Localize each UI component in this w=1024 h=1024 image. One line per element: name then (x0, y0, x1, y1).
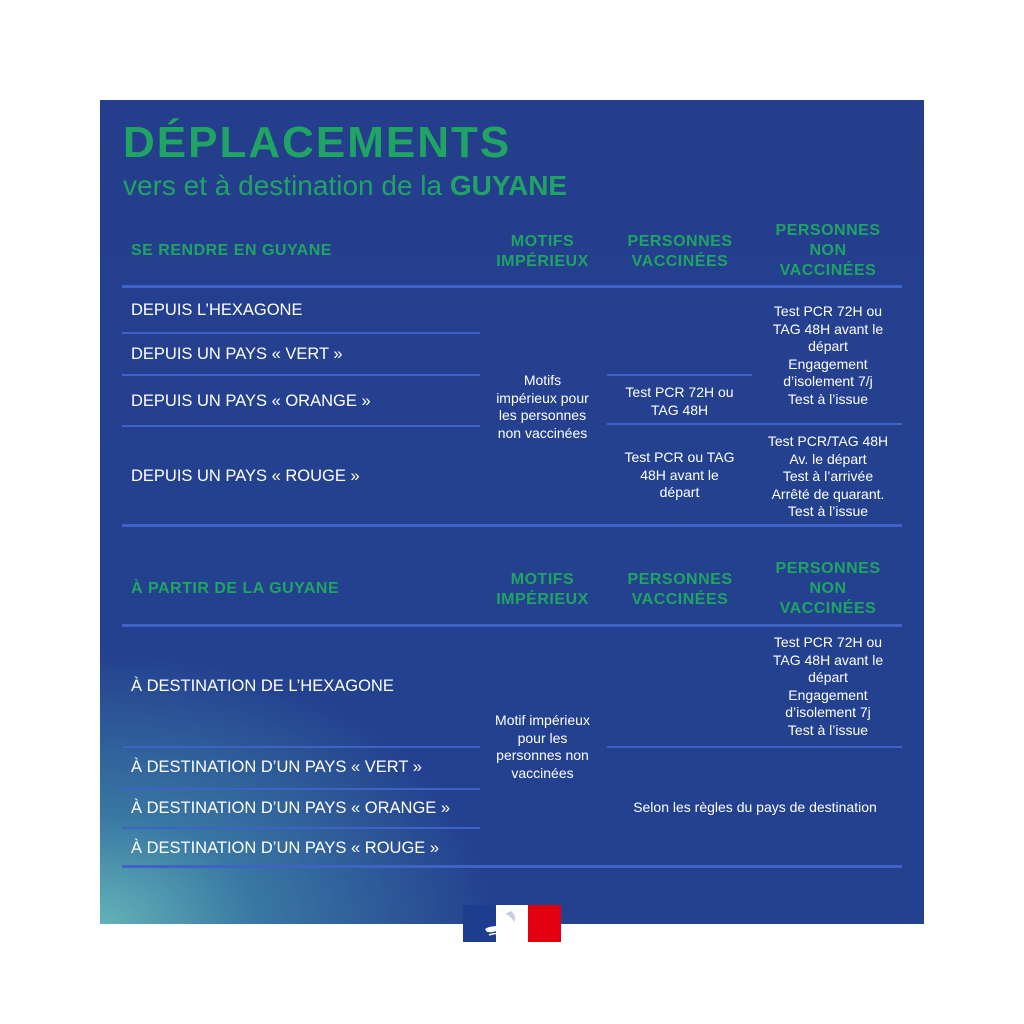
column-header-vaccinees (605, 570, 755, 610)
header-divider (122, 285, 902, 288)
page-title: DÉPLACEMENTS (123, 118, 512, 167)
subtitle-prefix: vers et à destination de la (123, 170, 450, 201)
column-header-line: PERSONNES (775, 560, 881, 577)
section-header-se-rendre: SE RENDRE EN GUYANE (131, 242, 332, 259)
cell-line: départ (808, 669, 848, 685)
subtitle-bold: GUYANE (449, 170, 568, 201)
column-header-line: VACCINÉES (631, 591, 729, 608)
row-divider (122, 746, 480, 748)
cell-line: Test à l’issue (787, 390, 869, 407)
non-vaccinees-cell-rouge (755, 433, 901, 521)
cell-line: 48H avant le (640, 466, 719, 483)
row-divider (122, 827, 480, 829)
column-header-line: PERSONNES (627, 571, 733, 588)
motifs-cell (480, 372, 605, 442)
cell-line: impérieux pour (496, 389, 589, 406)
row-label-orange: DEPUIS UN PAYS « ORANGE » (131, 392, 371, 410)
cell-line: Motif impérieux (495, 712, 590, 728)
column-header-line: IMPÉRIEUX (496, 591, 589, 608)
cell-line: Test à l’issue (787, 721, 869, 738)
cell-line: TAG 48H avant le (772, 320, 884, 337)
cell-line: Test PCR/TAG 48H (767, 433, 889, 449)
marianne-flag-logo (463, 905, 561, 942)
cell-line: TAG 48H (650, 401, 709, 418)
cell-line: Test PCR 72H ou (773, 303, 883, 319)
vaccinees-cell-rouge (607, 449, 752, 502)
column-header-line: MOTIFS (510, 233, 575, 250)
cell-line: pour les (517, 729, 568, 746)
column-header-vaccinees (605, 232, 755, 272)
non-vaccinees-cell-top (755, 303, 901, 408)
column-header-non-vaccinees (755, 221, 901, 281)
cell-line: Engagement (788, 355, 868, 372)
cell-line: TAG 48H avant le (772, 651, 884, 668)
row-divider (607, 746, 902, 748)
cell-line: Test PCR 72H ou (773, 634, 883, 650)
cell-line: Arrêté de quarant. (771, 485, 885, 502)
cell-line: Test PCR 72H ou (625, 384, 734, 400)
cell-line: non vaccinées (497, 424, 588, 441)
row-divider (122, 332, 480, 334)
cell-line: Test PCR ou TAG (624, 449, 735, 465)
cell-line: Motifs (523, 372, 562, 388)
column-header-line: PERSONNES (627, 233, 733, 250)
column-header-line: VACCINÉES (779, 262, 877, 279)
row-divider (607, 374, 752, 376)
motifs-cell (480, 712, 605, 782)
column-header-non-vaccinees (755, 559, 901, 619)
column-header-line: VACCINÉES (631, 253, 729, 270)
cell-line: Engagement (788, 686, 868, 703)
cell-line: d’isolement 7j (785, 704, 871, 720)
cell-line: personnes non (496, 747, 589, 763)
row-label-rouge: DEPUIS UN PAYS « ROUGE » (131, 467, 360, 485)
row-label-dest-vert: À DESTINATION D’UN PAYS « VERT » (131, 758, 422, 776)
infographic-panel (100, 100, 924, 924)
row-label-dest-orange: À DESTINATION D’UN PAYS « ORANGE » (131, 799, 451, 817)
row-label-hexagone: DEPUIS L’HEXAGONE (131, 301, 303, 319)
cell-line: vaccinées (511, 764, 574, 781)
section-divider (122, 524, 902, 527)
section-header-a-partir: À PARTIR DE LA GUYANE (131, 580, 340, 597)
row-label-dest-hexagone: À DESTINATION DE L’HEXAGONE (131, 677, 394, 695)
pays-destination-cell: Selon les règles du pays de destination (633, 799, 877, 815)
cell-line: d’isolement 7/j (783, 373, 873, 389)
page-subtitle (123, 170, 567, 202)
row-divider (122, 374, 480, 376)
row-label-vert: DEPUIS UN PAYS « VERT » (131, 345, 343, 363)
row-label-dest-rouge: À DESTINATION D’UN PAYS « ROUGE » (131, 839, 440, 857)
row-divider (122, 425, 480, 427)
column-header-line: VACCINÉES (779, 600, 877, 617)
column-header-line: NON (809, 242, 847, 259)
vaccinees-cell-orange (607, 384, 752, 419)
bottom-divider (122, 865, 902, 868)
cell-line: Av. le départ (789, 450, 867, 467)
header-divider (122, 624, 902, 627)
column-header-line: MOTIFS (510, 571, 575, 588)
row-divider (122, 788, 480, 790)
column-header-line: PERSONNES (775, 222, 881, 239)
cell-line: départ (808, 338, 848, 354)
column-header-line: IMPÉRIEUX (496, 253, 589, 270)
column-header-motifs (485, 570, 600, 610)
column-header-line: NON (809, 580, 847, 597)
column-header-motifs (485, 232, 600, 272)
cell-line: départ (659, 484, 700, 500)
cell-line: Test à l’arrivée (782, 468, 874, 484)
cell-line: Test à l’issue (787, 503, 869, 519)
row-divider (607, 423, 902, 425)
cell-line: les personnes (498, 407, 587, 423)
non-vaccinees-cell-hexagone (755, 634, 901, 739)
